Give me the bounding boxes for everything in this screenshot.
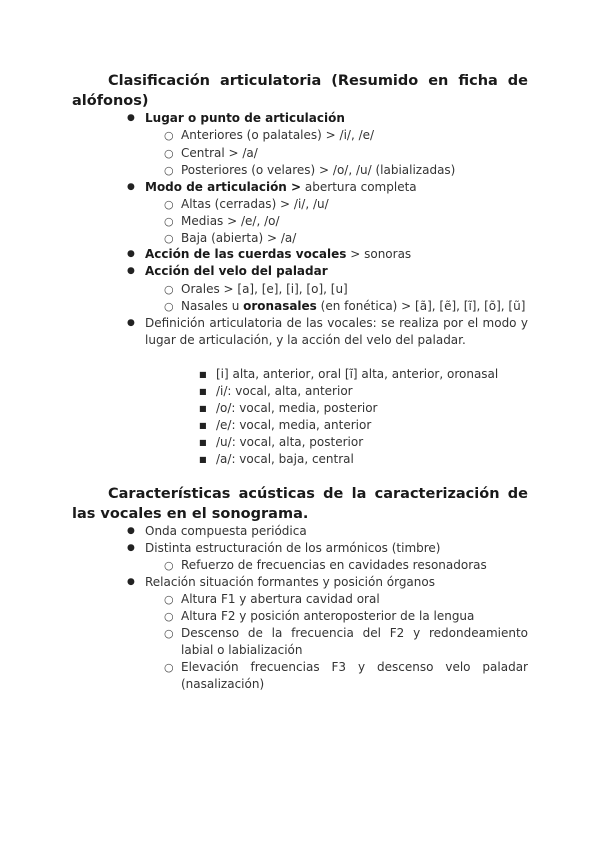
circle-bullet-icon: ○: [164, 164, 174, 177]
bullet-icon: ●: [127, 526, 135, 536]
list-item: ● Onda compuesta periódica: [127, 524, 307, 538]
bullet-icon: ●: [127, 113, 135, 123]
example-item: ■ /a/: vocal, baja, central: [199, 452, 354, 466]
bullet-icon: ●: [127, 266, 135, 276]
list-item-modo: ● Modo de articulación > abertura completa: [127, 180, 417, 194]
sub-item: ○ Refuerzo de frecuencias en cavidades resonadoras: [164, 558, 487, 572]
list-item-velo: ● Acción del velo del paladar: [127, 264, 328, 278]
sub-item: ○ Nasales u oronasales (en fonética) > [ã], [ẽ], [ĩ], [õ], [ũ]: [164, 299, 526, 313]
circle-bullet-icon: ○: [164, 147, 174, 160]
section-2-title: Características acústicas de la caracterización de las vocales en el sonograma.: [72, 486, 528, 522]
sub-item: ○ Descenso de la frecuencia del F2 y redondeamiento labial o labialización: [164, 626, 528, 657]
sub-item: ○ Central > /a/: [164, 146, 258, 160]
example-item: ■ /e/: vocal, media, anterior: [199, 418, 372, 432]
bullet-icon: ●: [127, 577, 135, 587]
square-bullet-icon: ■: [199, 455, 207, 464]
bullet-icon: ●: [127, 249, 135, 259]
list-item: ● Distinta estructuración de los armónicos (timbre): [127, 541, 441, 555]
sub-item: ○ Medias > /e/, /o/: [164, 214, 280, 228]
square-bullet-icon: ■: [199, 370, 207, 379]
list-item-lugar: ● Lugar o punto de articulación: [127, 111, 345, 125]
list-item-definicion: ● Definición articulatoria de las vocales: se realiza por el modo y lugar de articulación, y la acción del velo del paladar.: [127, 316, 528, 347]
sub-item: ○ Anteriores (o palatales) > /i/, /e/: [164, 128, 375, 142]
example-item: ■ /i/: vocal, alta, anterior: [199, 384, 353, 398]
square-bullet-icon: ■: [199, 438, 207, 447]
sub-item: ○ Orales > [a], [e], [i], [o], [u]: [164, 282, 348, 296]
square-bullet-icon: ■: [199, 387, 207, 396]
circle-bullet-icon: ○: [164, 215, 174, 228]
list-item-cuerdas: ● Acción de las cuerdas vocales > sonoras: [127, 247, 412, 261]
circle-bullet-icon: ○: [164, 129, 174, 142]
circle-bullet-icon: ○: [164, 627, 174, 640]
circle-bullet-icon: ○: [164, 300, 174, 313]
circle-bullet-icon: ○: [164, 559, 174, 572]
sub-item: ○ Altura F1 y abertura cavidad oral: [164, 592, 380, 606]
square-bullet-icon: ■: [199, 404, 207, 413]
list-item: ● Relación situación formantes y posición órganos: [127, 575, 435, 589]
circle-bullet-icon: ○: [164, 232, 174, 245]
example-item: ■ /o/: vocal, media, posterior: [199, 401, 378, 415]
bullet-icon: ●: [127, 182, 135, 192]
square-bullet-icon: ■: [199, 421, 207, 430]
example-item: ■ [i] alta, anterior, oral [ĩ] alta, anterior, oronasal: [199, 367, 499, 381]
sub-item: ○ Altas (cerradas) > /i/, /u/: [164, 197, 329, 211]
example-item: ■ /u/: vocal, alta, posterior: [199, 435, 364, 449]
section-1-title: Clasificación articulatoria (Resumido en ficha de alófonos): [72, 73, 528, 109]
bullet-icon: ●: [127, 318, 135, 328]
sub-item: ○ Baja (abierta) > /a/: [164, 231, 297, 245]
circle-bullet-icon: ○: [164, 593, 174, 606]
circle-bullet-icon: ○: [164, 283, 174, 296]
sub-item: ○ Elevación frecuencias F3 y descenso velo paladar (nasalización): [164, 660, 528, 691]
circle-bullet-icon: ○: [164, 661, 174, 674]
sub-item: ○ Altura F2 y posición anteroposterior de la lengua: [164, 609, 475, 623]
circle-bullet-icon: ○: [164, 610, 174, 623]
sub-item: ○ Posteriores (o velares) > /o/, /u/ (labializadas): [164, 163, 456, 177]
bullet-icon: ●: [127, 543, 135, 553]
circle-bullet-icon: ○: [164, 198, 174, 211]
